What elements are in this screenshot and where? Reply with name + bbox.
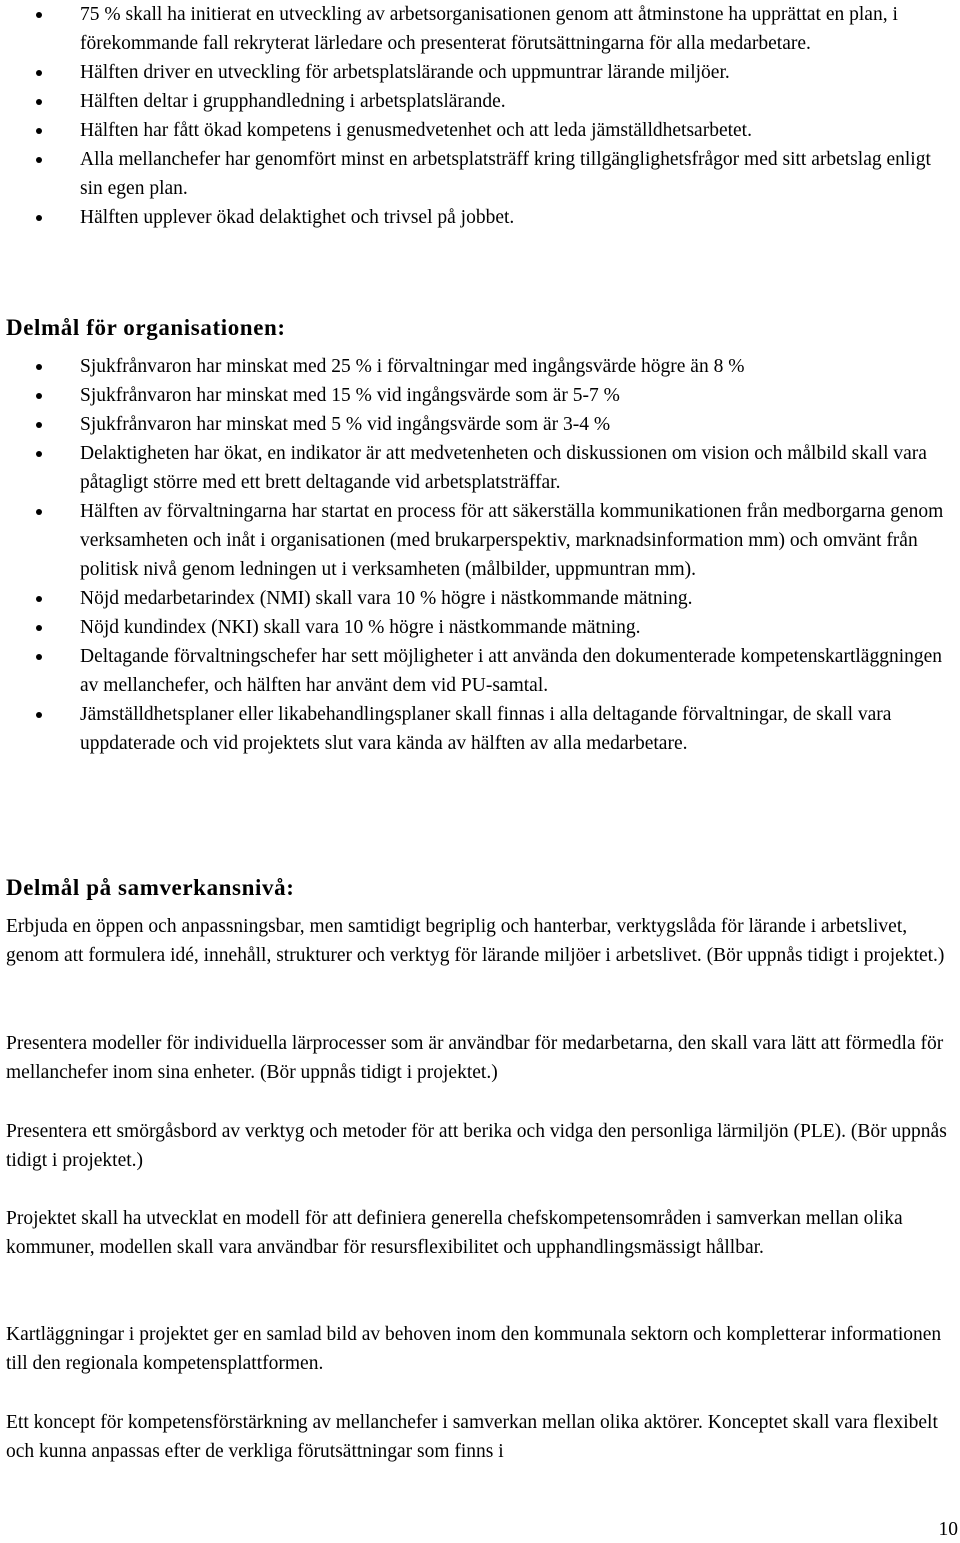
list-item-text: Nöjd medarbetarindex (NMI) skall vara 10 % högre i nästkommande mätning. — [80, 588, 693, 609]
list-item-text: Hälften har fått ökad kompetens i genusmedvetenhet och att leda jämställdhetsarbetet. — [80, 120, 752, 141]
list-item-text: Hälften deltar i grupphandledning i arbetsplatslärande. — [80, 91, 506, 112]
list-item — [0, 116, 960, 145]
list-item-text: Alla mellanchefer har genomfört minst en arbetsplatsträff kring tillgänglighetsfrågor med sitt arbetslag enligt sin egen plan. — [80, 149, 931, 199]
paragraph: Presentera modeller för individuella lärprocesser som är användbar för medarbetarna, den skall vara lätt att förmedla för mellanchefer inom sina enheter. (Bör uppnås tidigt i projektet.) — [6, 1033, 944, 1083]
list-item-text: Deltagande förvaltningschefer har sett möjligheter i att använda den dokumenterade kompetenskartläggningen av mellanchefer, och hälften har använt dem vid PU-samtal. — [80, 646, 943, 696]
list-item — [0, 700, 960, 758]
bullet-icon — [36, 451, 42, 457]
list-item-text: 75 % skall ha initierat en utveckling av arbetsorganisationen genom att åtminstone ha upprättat en plan, i förekommande fall rekryterat lärledare och presenterat förutsättningarna för alla medarbetare. — [80, 4, 898, 54]
list-item — [0, 439, 960, 497]
list-item — [0, 145, 960, 203]
list-item — [0, 613, 960, 642]
bullet-icon — [36, 625, 42, 631]
list-item-text: Hälften driver en utveckling för arbetsplatslärande och uppmuntrar lärande miljöer. — [80, 62, 730, 83]
bullet-icon — [36, 364, 42, 370]
list-item-text: Sjukfrånvaron har minskat med 5 % vid ingångsvärde som är 3-4 % — [80, 414, 611, 435]
bullet-icon — [36, 393, 42, 399]
section-heading-organisation: Delmål för organisationen: — [6, 315, 286, 340]
list-item-text: Jämställdhetsplaner eller likabehandlingsplaner skall finnas i alla deltagande förvaltningar, de skall vara uppdaterade och vid projektets slut vara kända av hälften av alla medarbetare. — [80, 704, 892, 754]
goals-list-top — [0, 0, 960, 232]
list-item-text: Sjukfrånvaron har minskat med 25 % i förvaltningar med ingångsvärde högre än 8 % — [80, 356, 745, 377]
bullet-icon — [36, 712, 42, 718]
bullet-icon — [36, 128, 42, 134]
paragraph: Ett koncept för kompetensförstärkning av mellanchefer i samverkan mellan olika aktörer. Konceptet skall vara flexibelt och kunna anpassas efter de verkliga förutsättningar som finns i — [6, 1412, 938, 1462]
list-item — [0, 410, 960, 439]
list-item — [0, 203, 960, 232]
list-item — [0, 352, 960, 381]
list-item — [0, 87, 960, 116]
list-item — [0, 58, 960, 87]
bullet-icon — [36, 157, 42, 163]
list-item — [0, 642, 960, 700]
paragraph: Kartläggningar i projektet ger en samlad bild av behoven inom den kommunala sektorn och kompletterar informationen till den regionala kompetensplattformen. — [6, 1324, 942, 1374]
list-item-text: Hälften av förvaltningarna har startat en process för att säkerställa kommunikationen från medborgarna genom verksamheten och inåt i organisationen (med brukarperspektiv, marknadsinformation mm) och omvänt från politisk nivå genom ledningen ut i verksamheten (målbilder, uppmuntran mm). — [80, 501, 944, 580]
bullet-icon — [36, 509, 42, 515]
organisation-goals-list — [0, 352, 960, 758]
paragraph: Projektet skall ha utvecklat en modell för att definiera generella chefskompetensområden i samverkan mellan olika kommuner, modellen skall vara användbar för resursflexibilitet och upphandlingsmässigt hållbar. — [6, 1208, 903, 1258]
bullet-icon — [36, 215, 42, 221]
bullet-icon — [36, 12, 42, 18]
paragraph: Presentera ett smörgåsbord av verktyg och metoder för att berika och vidga den personliga lärmiljön (PLE). (Bör uppnås tidigt i projektet.) — [6, 1121, 947, 1171]
bullet-icon — [36, 422, 42, 428]
list-item-text: Delaktigheten har ökat, en indikator är att medvetenheten och diskussionen om vision och målbild skall vara påtagligt större med ett brett deltagande vid arbetsplatsträffar. — [80, 443, 927, 493]
bullet-icon — [36, 70, 42, 76]
list-item — [0, 584, 960, 613]
list-item — [0, 381, 960, 410]
list-item — [0, 0, 960, 58]
bullet-icon — [36, 99, 42, 105]
list-item-text: Hälften upplever ökad delaktighet och trivsel på jobbet. — [80, 207, 515, 228]
list-item-text: Sjukfrånvaron har minskat med 15 % vid ingångsvärde som är 5-7 % — [80, 385, 620, 406]
list-item-text: Nöjd kundindex (NKI) skall vara 10 % högre i nästkommande mätning. — [80, 617, 641, 638]
paragraph: Erbjuda en öppen och anpassningsbar, men samtidigt begriplig och hanterbar, verktygslåda för lärande i arbetslivet, genom att formulera idé, innehåll, strukturer och verktyg för lärande miljöer i arbetslivet. (Bör uppnås tidigt i projektet.) — [6, 916, 945, 966]
page-number: 10 — [938, 1519, 958, 1540]
bullet-icon — [36, 654, 42, 660]
bullet-icon — [36, 596, 42, 602]
list-item — [0, 497, 960, 584]
section-heading-samverkan: Delmål på samverkansnivå: — [6, 875, 295, 900]
